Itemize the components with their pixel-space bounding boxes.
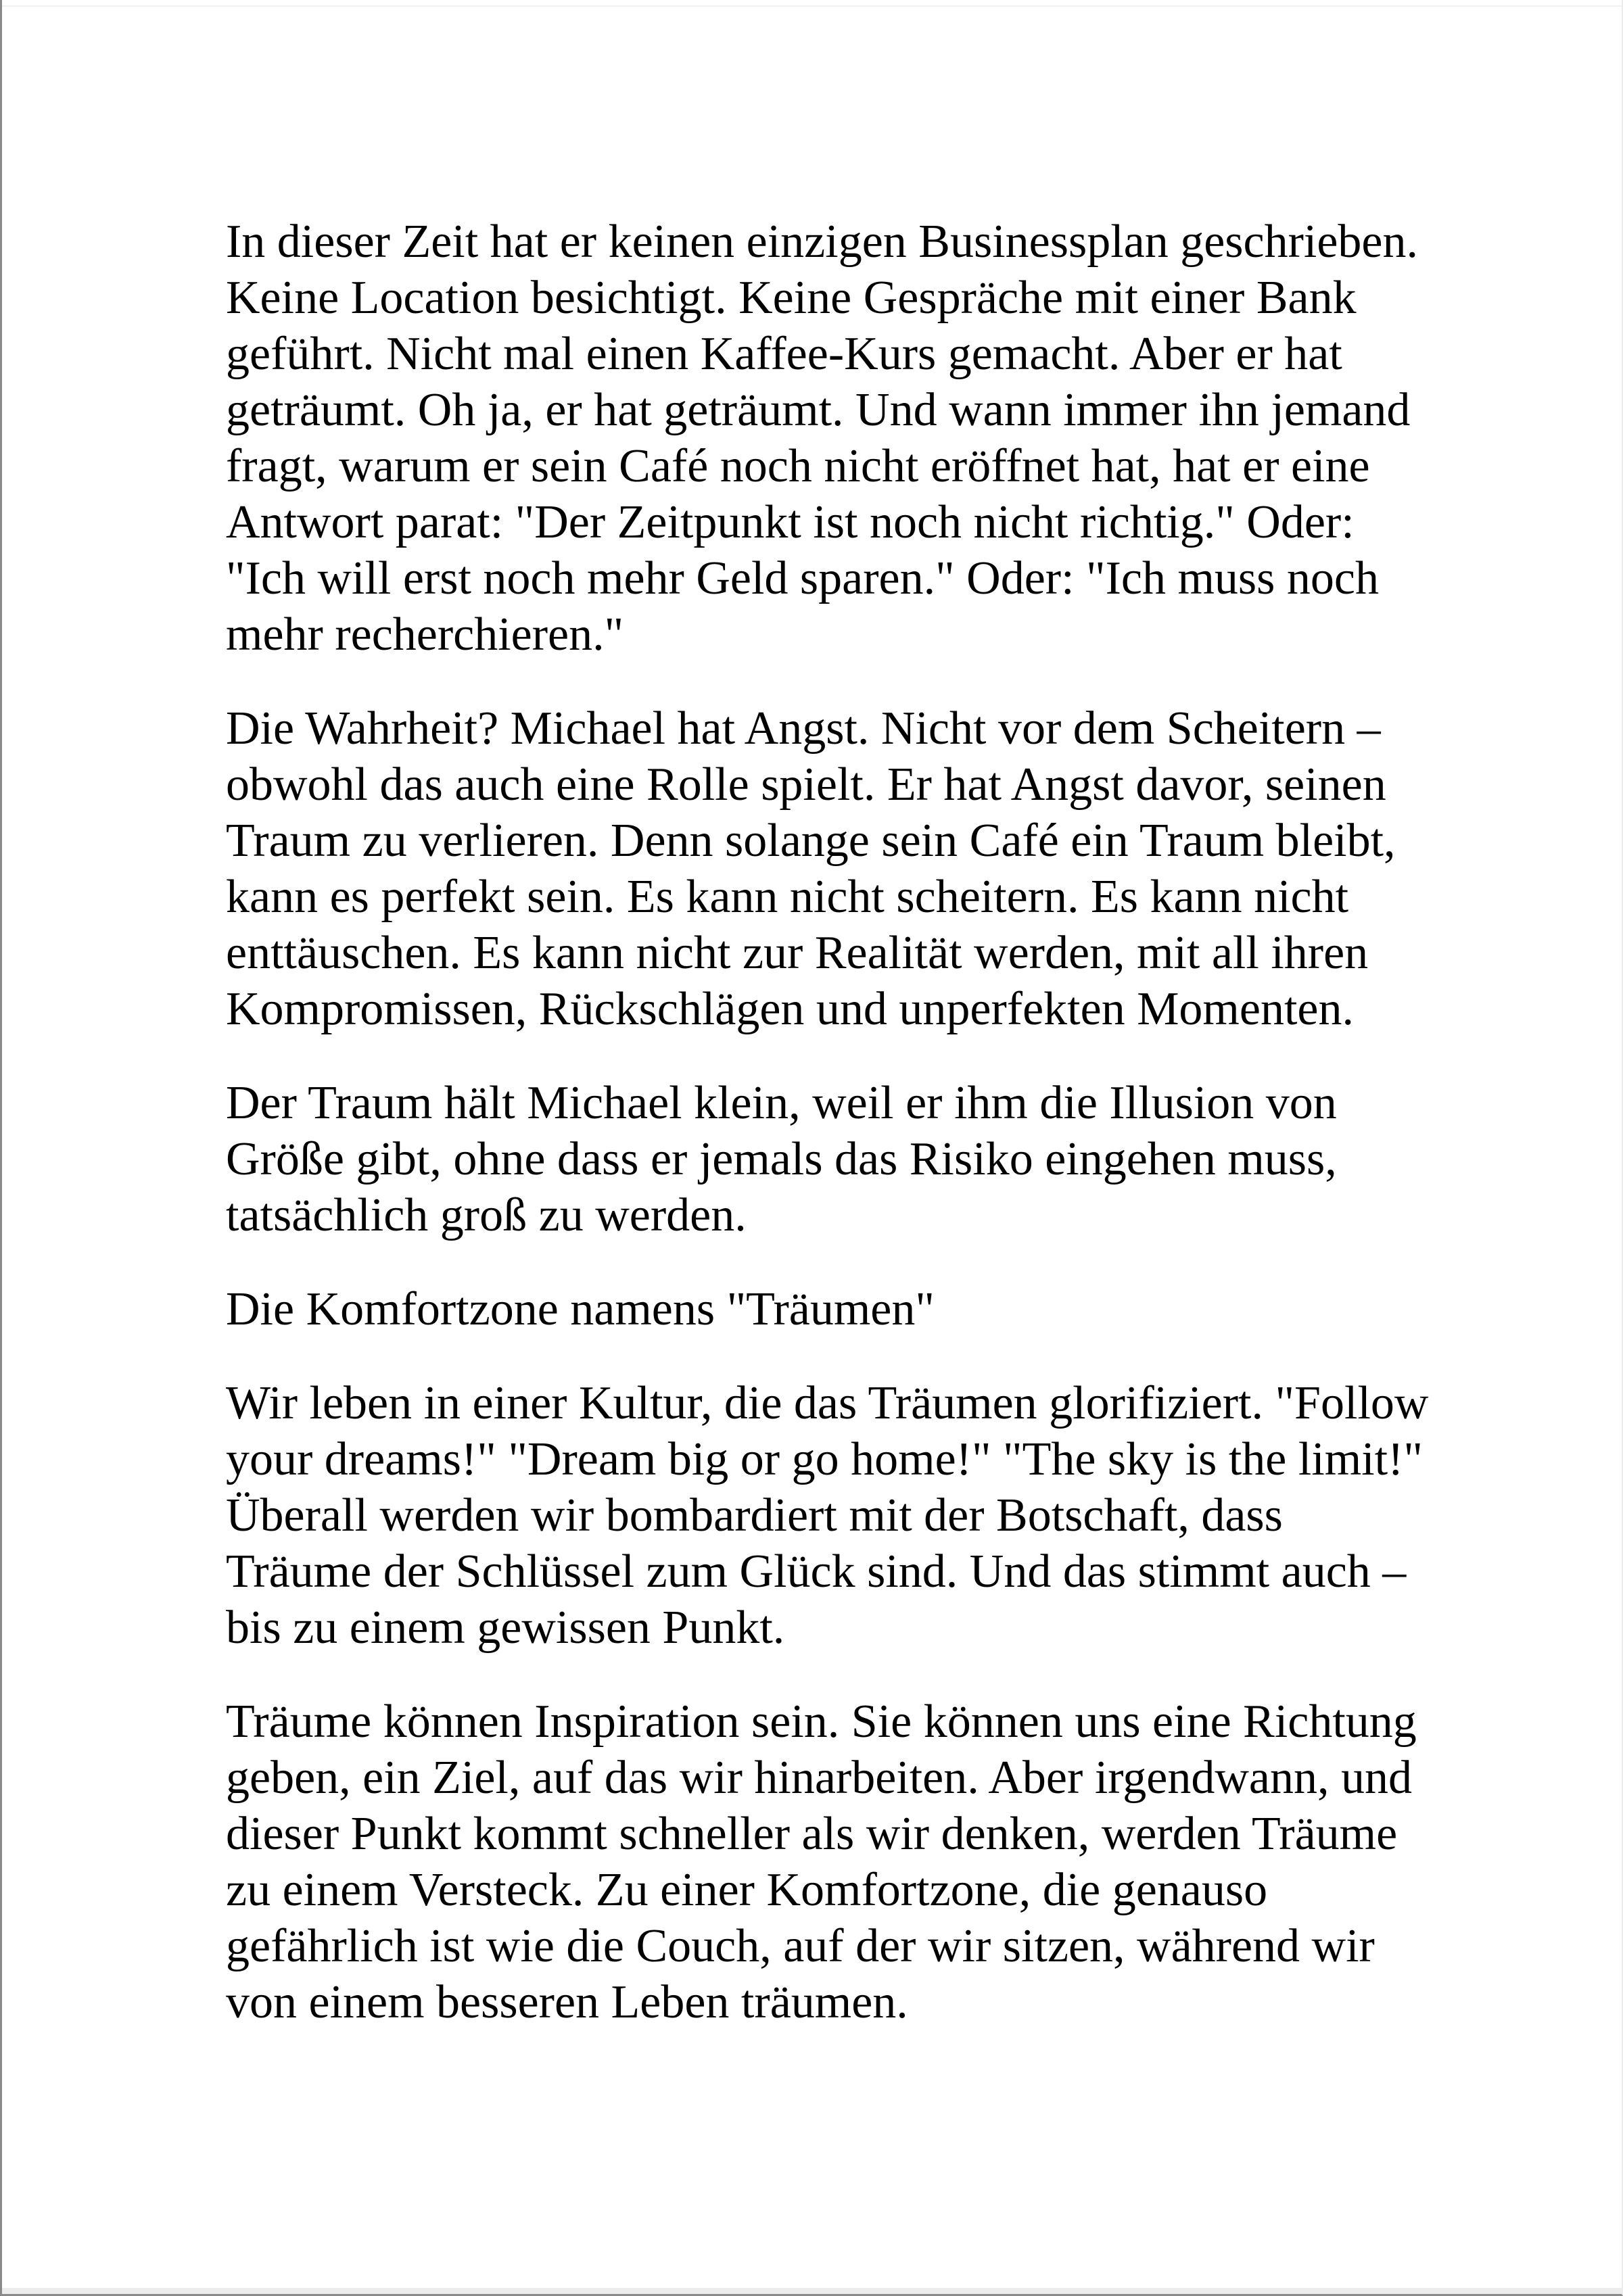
text-line: tatsächlich groß zu werden.	[226, 1189, 747, 1241]
text-line: Traum zu verlieren. Denn solange sein Café ein Traum bleibt,	[226, 815, 1396, 867]
text-line: geführt. Nicht mal einen Kaffee-Kurs gemacht. Aber er hat	[226, 328, 1342, 380]
text-line: In dieser Zeit hat er keinen einzigen Businessplan geschrieben.	[226, 216, 1418, 268]
paragraph	[226, 1075, 1436, 1243]
text-line: Wir leben in einer Kultur, die das Träumen glorifiziert. "Follow	[226, 1377, 1429, 1429]
text-line: Der Traum hält Michael klein, weil er ihm die Illusion von	[226, 1077, 1337, 1129]
paragraph	[226, 1375, 1436, 1656]
paragraph	[226, 700, 1436, 1037]
page-bottom-edge	[2, 2288, 1622, 2294]
text-line: Die Komfortzone namens "Träumen"	[226, 1283, 935, 1335]
text-line: Träume können Inspiration sein. Sie können uns eine Richtung	[226, 1696, 1417, 1748]
text-line: kann es perfekt sein. Es kann nicht scheitern. Es kann nicht	[226, 871, 1349, 923]
text-line: Die Wahrheit? Michael hat Angst. Nicht vor dem Scheitern –	[226, 702, 1381, 755]
text-line: zu einem Versteck. Zu einer Komfortzone, die genauso	[226, 1864, 1268, 1916]
text-line: fragt, warum er sein Café noch nicht eröffnet hat, hat er eine	[226, 440, 1370, 492]
page-top-edge	[2, 5, 1622, 7]
paragraph	[226, 1694, 1436, 2030]
text-line: Überall werden wir bombardiert mit der Botschaft, dass	[226, 1489, 1283, 1541]
text-line: obwohl das auch eine Rolle spielt. Er hat Angst davor, seinen	[226, 759, 1386, 811]
text-line: Keine Location besichtigt. Keine Gespräche mit einer Bank	[226, 272, 1357, 324]
text-line: bis zu einem gewissen Punkt.	[226, 1602, 785, 1654]
text-line: your dreams!" "Dream big or go home!" "The sky is the limit!"	[226, 1433, 1423, 1485]
paragraph	[226, 214, 1436, 663]
text-line: "Ich will erst noch mehr Geld sparen." Oder: "Ich muss noch	[226, 552, 1379, 604]
text-line: von einem besseren Leben träumen.	[226, 1976, 908, 2028]
text-line: geträumt. Oh ja, er hat geträumt. Und wann immer ihn jemand	[226, 384, 1411, 436]
text-line: Kompromissen, Rückschlägen und unperfekten Momenten.	[226, 983, 1354, 1035]
text-line: gefährlich ist wie die Couch, auf der wir sitzen, während wir	[226, 1920, 1375, 1972]
text-line: Antwort parat: "Der Zeitpunkt ist noch nicht richtig." Oder:	[226, 496, 1355, 548]
text-line: dieser Punkt kommt schneller als wir denken, werden Träume	[226, 1808, 1398, 1860]
document-text	[226, 214, 1436, 2068]
text-line: geben, ein Ziel, auf das wir hinarbeiten. Aber irgendwann, und	[226, 1752, 1412, 1804]
text-line: Träume der Schlüssel zum Glück sind. Und das stimmt auch –	[226, 1546, 1407, 1598]
text-line: mehr recherchieren."	[226, 608, 624, 661]
paragraph	[226, 1281, 1436, 1337]
text-line: enttäuschen. Es kann nicht zur Realität werden, mit all ihren	[226, 927, 1369, 979]
text-line: Größe gibt, ohne dass er jemals das Risiko eingehen muss,	[226, 1133, 1337, 1185]
